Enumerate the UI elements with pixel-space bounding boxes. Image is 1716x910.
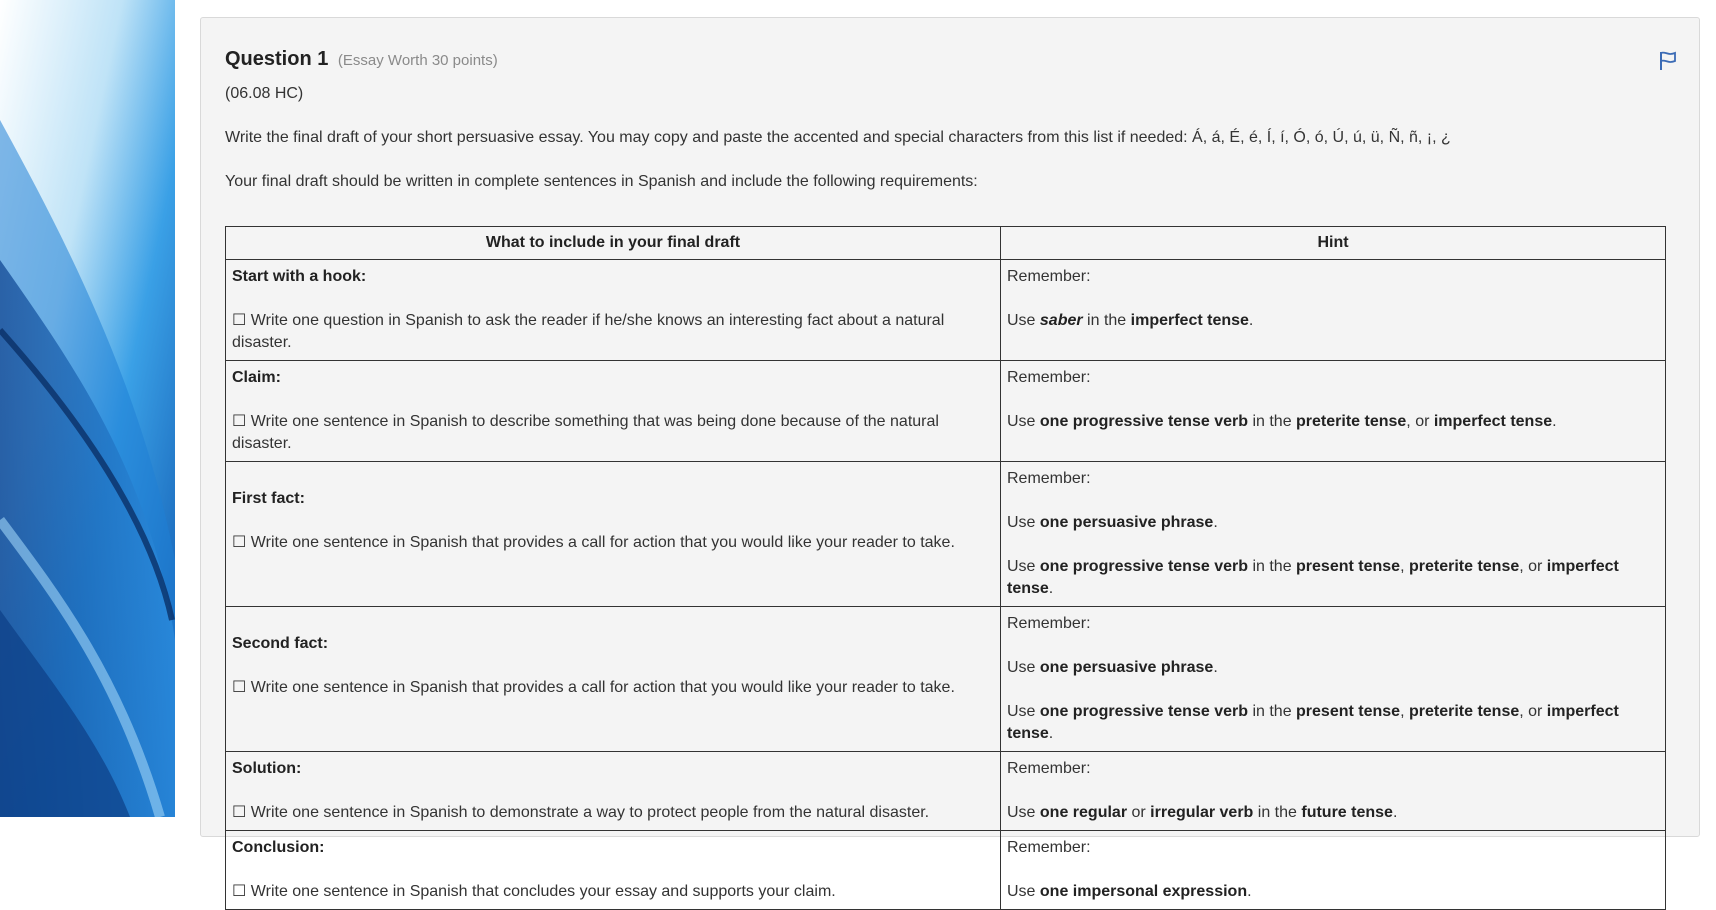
hint-text: Use	[1007, 514, 1040, 531]
requirement-label: Start with a hook:	[232, 268, 367, 285]
checkbox-icon: ☐	[232, 883, 247, 900]
requirement-cell	[226, 831, 1001, 910]
hint-text: .	[1552, 413, 1557, 430]
hint-emphasis: present tense	[1296, 558, 1401, 575]
hint-cell	[1001, 752, 1666, 831]
requirement-label: Conclusion:	[232, 839, 325, 856]
hint-emphasis: one progressive tense verb	[1039, 558, 1248, 575]
requirement-task	[232, 881, 994, 903]
hint-text: or	[1127, 804, 1151, 821]
hint-cell	[1001, 462, 1666, 607]
question-worth: (Essay Worth 30 points)	[337, 52, 498, 69]
requirement-cell	[226, 607, 1001, 752]
spacer	[232, 780, 994, 802]
requirement-label: First fact:	[232, 490, 305, 507]
spacer	[232, 389, 994, 411]
hint-cell	[1001, 607, 1666, 752]
spacer	[232, 510, 994, 532]
spacer	[1007, 534, 1659, 556]
hint-remember: Remember:	[1007, 760, 1091, 777]
requirement-label: Claim:	[232, 369, 281, 386]
requirement-cell	[226, 462, 1001, 607]
checkbox-icon: ☐	[232, 534, 247, 551]
hint-emphasis: one persuasive phrase	[1039, 514, 1214, 531]
question-prompt: Write the final draft of your short persuasive essay. You may copy and paste the accented and special characters from this list if needed: Á, á, É, é, Í, í, Ó, ó, Ú, ú, ü, Ñ, ñ, ¡, ¿	[225, 129, 1451, 146]
hint-remember: Remember:	[1007, 369, 1091, 386]
hint-text: in the	[1248, 558, 1297, 575]
hint-text: , or	[1519, 558, 1547, 575]
requirement-task-text: Write one question in Spanish to ask the reader if he/she knows an interesting fact about a natural disaster.	[232, 312, 945, 351]
requirement-task-text: Write one sentence in Spanish that concludes your essay and supports your claim.	[250, 883, 836, 900]
hint-emphasis: preterite tense	[1408, 558, 1520, 575]
hint-line	[1007, 657, 1659, 679]
requirement-task-text: Write one sentence in Spanish to demonstrate a way to protect people from the natural disaster.	[250, 804, 930, 821]
checkbox-icon: ☐	[232, 312, 247, 329]
requirement-task	[232, 411, 994, 455]
hint-line	[1007, 512, 1659, 534]
hint-text: Use	[1007, 312, 1040, 329]
question-title	[225, 48, 498, 71]
hint-cell	[1001, 831, 1666, 910]
spacer	[1007, 389, 1659, 411]
requirement-cell	[226, 260, 1001, 361]
table-row	[226, 831, 1666, 910]
hint-text: .	[1392, 804, 1398, 821]
hint-remember: Remember:	[1007, 615, 1091, 632]
hint-emphasis: irregular verb	[1150, 804, 1254, 821]
hint-text: in the	[1082, 312, 1131, 329]
hint-emphasis: preterite tense	[1296, 413, 1407, 430]
hint-text: , or	[1406, 413, 1434, 430]
hint-emphasis: imperfect tense	[1130, 312, 1249, 329]
header-include: What to include in your final draft	[226, 227, 1001, 260]
hint-text: Use	[1007, 413, 1040, 430]
hint-cell	[1001, 361, 1666, 462]
question-instruction: Your final draft should be written in complete sentences in Spanish and include the following requirements:	[225, 173, 978, 190]
table-header-row	[226, 227, 1666, 260]
checkbox-icon: ☐	[232, 804, 247, 821]
hint-text: in the	[1248, 413, 1297, 430]
side-decoration	[0, 0, 175, 817]
hint-line	[1007, 310, 1659, 332]
hint-text: ,	[1400, 703, 1409, 720]
hint-text: Use	[1007, 703, 1040, 720]
requirement-task	[232, 802, 994, 824]
requirement-task-text: Write one sentence in Spanish that provides a call for action that you would like your reader to take.	[250, 534, 955, 551]
hint-line	[1007, 802, 1659, 824]
table-row	[226, 462, 1666, 607]
hint-text: Use	[1007, 804, 1040, 821]
hint-emphasis: one progressive tense verb	[1039, 413, 1248, 430]
requirement-task	[232, 677, 994, 699]
hint-remember: Remember:	[1007, 470, 1091, 487]
hint-line	[1007, 701, 1659, 745]
hint-remember: Remember:	[1007, 268, 1091, 285]
hint-line	[1007, 556, 1659, 600]
requirement-label: Solution:	[232, 760, 302, 777]
hint-text: .	[1213, 514, 1218, 531]
checkbox-icon: ☐	[232, 679, 247, 696]
spacer	[1007, 679, 1659, 701]
table-row	[226, 260, 1666, 361]
header-hint: Hint	[1001, 227, 1666, 260]
requirement-task-text: Write one sentence in Spanish to describe something that was being done because of the natural disaster.	[232, 413, 939, 452]
spacer	[1007, 780, 1659, 802]
hint-text: ,	[1400, 558, 1409, 575]
hint-text: .	[1048, 580, 1054, 597]
hint-emphasis: future tense	[1301, 804, 1393, 821]
hint-emphasis: saber	[1039, 312, 1083, 329]
hint-emphasis: one regular	[1039, 804, 1128, 821]
spacer	[1007, 490, 1659, 512]
table-row	[226, 607, 1666, 752]
hint-text: , or	[1519, 703, 1547, 720]
hint-emphasis: imperfect tense	[1007, 558, 1619, 597]
hint-remember: Remember:	[1007, 839, 1091, 856]
flag-icon	[1657, 50, 1679, 72]
hint-text: .	[1248, 312, 1254, 329]
requirement-cell	[226, 361, 1001, 462]
flag-question-button[interactable]	[1657, 50, 1679, 72]
hint-text: Use	[1007, 883, 1040, 900]
spacer	[1007, 859, 1659, 881]
question-code: (06.08 HC)	[225, 85, 304, 102]
spacer	[1007, 635, 1659, 657]
requirement-task	[232, 310, 994, 354]
hint-cell	[1001, 260, 1666, 361]
hint-text: in the	[1253, 804, 1302, 821]
hint-text: in the	[1248, 703, 1297, 720]
table-row	[226, 752, 1666, 831]
spacer	[1007, 288, 1659, 310]
hint-emphasis: one persuasive phrase	[1039, 659, 1214, 676]
requirements-table	[225, 226, 1666, 910]
spacer	[232, 288, 994, 310]
checkbox-icon: ☐	[232, 413, 247, 430]
spacer	[232, 468, 994, 488]
question-number: Question 1	[225, 48, 329, 70]
requirement-task	[232, 532, 994, 554]
hint-emphasis: one progressive tense verb	[1039, 703, 1248, 720]
question-card	[200, 17, 1700, 900]
hint-emphasis: imperfect tense	[1007, 703, 1619, 742]
spacer	[232, 613, 994, 633]
hint-text: Use	[1007, 558, 1040, 575]
requirement-label: Second fact:	[232, 635, 329, 652]
requirement-cell	[226, 752, 1001, 831]
hint-line	[1007, 881, 1659, 903]
hint-emphasis: imperfect tense	[1433, 413, 1553, 430]
requirement-task-text: Write one sentence in Spanish that provides a call for action that you would like your reader to take.	[250, 679, 955, 696]
spacer	[232, 655, 994, 677]
hint-text: .	[1048, 725, 1054, 742]
hint-emphasis: present tense	[1296, 703, 1401, 720]
hint-emphasis: one impersonal expression	[1039, 883, 1248, 900]
hint-line	[1007, 411, 1659, 433]
hint-text: .	[1213, 659, 1218, 676]
hint-emphasis: preterite tense	[1408, 703, 1520, 720]
hint-text: .	[1247, 883, 1252, 900]
hint-text: Use	[1007, 659, 1040, 676]
table-row	[226, 361, 1666, 462]
spacer	[232, 859, 994, 881]
